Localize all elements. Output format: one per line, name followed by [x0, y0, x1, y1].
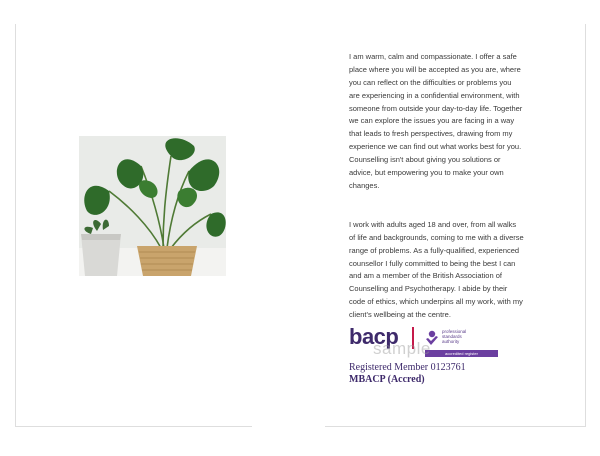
- accredited-register-strip: accredited register: [425, 350, 498, 357]
- registered-member: Registered Member 0123761: [349, 362, 466, 373]
- monstera-plant-image: [79, 136, 226, 276]
- experience-paragraph: I work with adults aged 18 and over, from all walks of life and backgrounds, coming to me with a diverse range of problems. As a fully-qualified, experienced counsellor I fully committed to being the best I can and am a member of the British Association of Counselling and Psychotherapy. I abide by their code of ethics, which underpins all my work, with my client's wellbeing at the centre.: [349, 219, 524, 320]
- left-page: [15, 24, 252, 427]
- about-text: [349, 38, 553, 335]
- accreditation: MBACP (Accred): [349, 374, 425, 385]
- plant-photo: [79, 136, 226, 276]
- sample-watermark: sample: [373, 339, 431, 358]
- psa-label: professional standards authority: [442, 329, 467, 344]
- intro-paragraph: I am warm, calm and compassionate. I offer a safe place where you will be accepted as you are, where you can reflect on the difficulties or problems you are experiencing in a confidential environment, with someone from outside your day-to-day life. Together we can explore the issues you are facing in a way that leads to fresh perspectives, drawing from my experience we can find out what works best for you. Counselling isn't about giving you solutions or advice, but empowering you to make your own changes.: [349, 51, 523, 190]
- bacp-wordmark: bacp: [349, 324, 399, 349]
- bacp-logo: [349, 325, 499, 387]
- right-page: [325, 24, 586, 427]
